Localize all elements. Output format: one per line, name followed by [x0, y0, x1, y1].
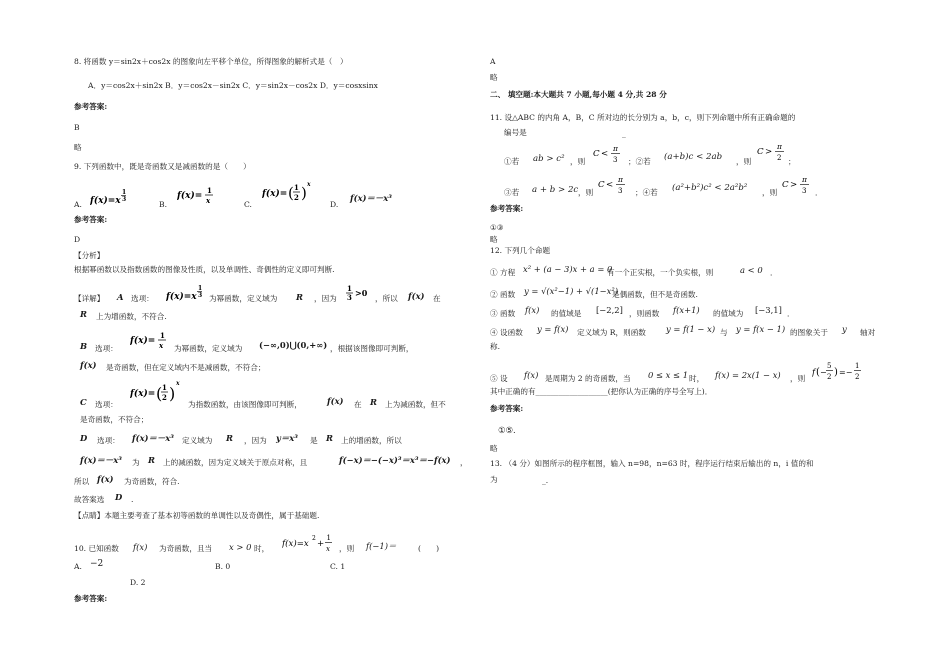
q11-answer-label: 参考答案: [490, 204, 524, 213]
q9-detail-d-letter: D [80, 433, 88, 443]
q12-stem: 12. 下列几个命题 [490, 246, 551, 255]
q12-note: 略 [490, 444, 498, 453]
q9-option-a-formula [90, 186, 138, 215]
q9-detail-d2-text2: 上的减函数，因为定义域关于原点对称，且 [163, 458, 308, 467]
q9-detail-d-domain: R [226, 433, 233, 443]
q9-choose-text: 故答案选 [74, 495, 105, 504]
svg-text:1: 1 [207, 186, 212, 195]
q11-note: 略 [490, 235, 498, 244]
q10-option-a-value: −2 [90, 559, 104, 569]
svg-text:3: 3 [347, 293, 352, 302]
q12-line5-label: ⑤ 设 [490, 374, 508, 383]
q11-blank: _ [622, 129, 626, 138]
q10-text3: 时， [254, 544, 270, 553]
svg-text:2: 2 [827, 373, 832, 381]
q9-option-b-label: B. [159, 200, 167, 209]
formula-svg [593, 142, 629, 170]
q12-line1-equation: x² + (a − 3)x + a = 0 [523, 264, 613, 274]
q11-item3-label: ③若 [504, 188, 520, 197]
svg-text:C: C [782, 180, 789, 190]
q9-detail-a-letter: A [117, 292, 124, 302]
q12-line4-label: ④ 设函数 [490, 328, 523, 337]
svg-text:−: − [820, 368, 827, 377]
q9-analysis-tag: 【分析】 [74, 251, 105, 260]
svg-text:C: C [593, 149, 600, 159]
svg-text:=−: =− [839, 368, 853, 377]
q9-detail-c2-text: 是奇函数，不符合； [80, 415, 149, 424]
svg-text:1: 1 [294, 183, 299, 192]
svg-text:2: 2 [312, 535, 316, 542]
q9-option-b-formula [177, 184, 217, 213]
q11-item1-then: ，则 [570, 157, 586, 166]
svg-text:π: π [618, 175, 623, 184]
q9-detail-d-text1: 选项： [97, 436, 120, 445]
q9-detail-tag: 【详解】 [74, 294, 105, 303]
q9-detail-a-formula [166, 282, 214, 311]
q9-detail-d2-text1: 为 [132, 458, 140, 467]
q12-line5-text2: 时， [689, 374, 705, 383]
svg-text:(: ( [288, 184, 294, 202]
svg-text:x: x [206, 196, 211, 205]
svg-text:3: 3 [198, 292, 203, 299]
svg-text:>: > [790, 180, 798, 190]
q9-detail-d-domain2: R [326, 433, 333, 443]
svg-text:x: x [326, 545, 330, 553]
svg-text:2: 2 [162, 393, 167, 402]
q9-detail-d2-formula: f(x)＝－x³ [80, 455, 122, 465]
q9-summary: 【点睛】本题主要考查了基本初等函数的单调性以及奇偶性，属于基础题. [74, 511, 320, 520]
formula-svg [130, 329, 170, 355]
q12-line5-text3: ，则 [790, 374, 806, 383]
q9-detail-d-formula: f(x)＝－x³ [132, 433, 174, 443]
q11-item4-cond: (a²+b²)c² < 2a²b² [672, 183, 748, 193]
formula-svg [282, 530, 342, 558]
q12-line1-cond: a < 0 [740, 265, 763, 275]
q12-line3-range2: [−3,1] [755, 305, 782, 315]
svg-text:2: 2 [294, 193, 299, 202]
formula-svg [166, 282, 214, 308]
q10-definition [282, 530, 342, 561]
svg-text:+: + [317, 539, 325, 549]
svg-text:f(x)=: f(x)= [177, 191, 203, 201]
q12-line4-fx: y = f(x) [537, 324, 569, 334]
q12-line4-text2: 与 [720, 328, 728, 337]
q10-fx: f(x) [133, 542, 148, 552]
q12-line1-end: ． [770, 268, 778, 277]
svg-text:C: C [598, 180, 605, 190]
svg-text:3: 3 [802, 187, 807, 195]
svg-text:x: x [176, 380, 180, 387]
svg-text:f(x)=x: f(x)=x [282, 539, 309, 549]
q11-item2-end: ； [788, 157, 796, 166]
q12-line3-end: ． [787, 309, 795, 318]
svg-text:1: 1 [326, 534, 331, 542]
q10-option-d: D. 2 [130, 578, 146, 587]
q11-item2-then: ，则 [736, 157, 752, 166]
q12-answer-label: 参考答案: [490, 404, 524, 413]
q11-item1-cond: ab > c² [533, 154, 565, 164]
q12-line3-label: ③ 函数 [490, 309, 516, 318]
q12-line4-text3: 的图象关于 [790, 328, 828, 337]
q9-detail-d-text4: 是 [310, 436, 318, 445]
q9-option-c-label: C. [244, 200, 252, 209]
svg-text:f(x)=x: f(x)=x [90, 196, 121, 206]
q12-question: 其中正确的有___________________(把你认为正确的序号全写上)． [490, 387, 713, 396]
q9-detail-c-formula [130, 377, 182, 412]
svg-text:1: 1 [347, 284, 352, 293]
q11-item2-cond: (a+b)c < 2ab [664, 152, 723, 162]
formula-svg [812, 356, 868, 388]
q12-line2-label: ② 函数 [490, 290, 516, 299]
q10-text4: ，则 [339, 544, 355, 553]
svg-text:>: > [765, 147, 773, 157]
q9-option-c-formula [262, 179, 314, 212]
q12-line3-text3: 的值域为 [713, 309, 744, 318]
q11-item1-result [593, 142, 629, 173]
svg-text:): ) [169, 384, 176, 403]
q9-analysis: 根据幂函数以及指数函数的图像及性质，以及单调性、奇偶性的定义即可判断. [74, 265, 335, 274]
q8-options: A．y＝cos2x＋sin2x B．y＝cos2x－sin2x C．y＝sin2x－cos2x D．y＝cosxsinx [88, 81, 378, 90]
q9-detail-a2-domain: R [80, 309, 87, 319]
svg-text:π: π [777, 142, 782, 151]
q12-line4-end: 称. [490, 342, 501, 351]
q10-option-c: C. 1 [330, 562, 346, 571]
q9-detail-d2-equation: f(−x)＝−(−x)³＝x³＝−f(x) [339, 455, 451, 465]
q12-line4-f2: y = f(x − 1) [736, 324, 786, 334]
q11-text1: 11. 设△ABC 的内角 A，B，C 所对边的长分别为 a，b，c，则下列命题中所有正确命题的 [490, 113, 796, 122]
q11-item3-result [598, 173, 634, 204]
q8-answer-label: 参考答案: [74, 102, 108, 111]
formula-svg [177, 184, 217, 210]
q9-detail-c-text1: 选项： [95, 400, 118, 409]
svg-text:2: 2 [855, 373, 860, 381]
q8-stem: 8. 将函数 y＝sin2x＋cos2x 的图象向左平移个单位，所得图象的解析式是（ ） [74, 57, 348, 66]
svg-text:3: 3 [618, 187, 623, 195]
q11-item4-end: ． [815, 188, 823, 197]
svg-text:C: C [757, 147, 764, 157]
svg-text:1: 1 [160, 331, 165, 340]
q10-option-b: B. 0 [215, 562, 231, 571]
q9-detail-a-text4: ，所以 [375, 294, 398, 303]
svg-text:2: 2 [777, 154, 782, 162]
q9-detail-d2-text3: ， [460, 458, 468, 467]
q9-option-d-label: D. [330, 200, 339, 209]
q12-line2-equation: y = √(x²−1) + √(1−x²) [524, 286, 619, 296]
svg-text:<: < [601, 149, 609, 159]
q9-detail-b-letter: B [80, 341, 88, 351]
q9-detail-d3-text1: 所以 [74, 477, 90, 486]
q9-detail-c-domain: R [370, 397, 377, 407]
q9-detail-a-text5: 在 [433, 294, 441, 303]
q9-answer: D [74, 235, 81, 244]
q10-option-a-label: A. [74, 562, 82, 571]
q9-detail-b2-fx: f(x) [80, 360, 97, 370]
q8-answer: B [74, 123, 80, 132]
q9-detail-a2-text: 上为增函数，不符合. [96, 312, 167, 321]
q9-detail-b-formula [130, 329, 170, 358]
q9-detail-d-text2: 定义域为 [182, 436, 213, 445]
q9-detail-b-text3: ，根据该图像即可判断， [330, 344, 414, 353]
svg-text:3: 3 [613, 156, 618, 164]
q11-item1-label: ①若 [504, 157, 520, 166]
q9-option-d-formula: f(x)＝－x³ [350, 193, 392, 203]
q12-line3-text1: 的值域是 [551, 309, 582, 318]
q11-item3-cond: a + b > 2c [532, 185, 579, 195]
q9-detail-c-text2: 为指数函数，由该图像即可判断， [188, 400, 302, 409]
svg-text:1: 1 [855, 362, 860, 370]
q11-item2-label: ；②若 [628, 157, 651, 166]
svg-text:x: x [307, 181, 311, 188]
q11-item4-result [782, 173, 818, 204]
q9-detail-a-domain: R [296, 292, 303, 302]
formula-svg [130, 377, 182, 409]
svg-text:): ) [834, 367, 838, 378]
q11-answer: ①③ [490, 223, 504, 232]
formula-svg [262, 179, 314, 209]
svg-text:x: x [159, 341, 164, 350]
q10-paren: ( ) [418, 544, 440, 553]
q9-option-a-label: A. [74, 200, 82, 209]
svg-text:f(x)=: f(x)= [262, 189, 288, 199]
svg-text:f(x)=: f(x)= [130, 389, 156, 399]
q9-detail-a-text2: 为幂函数，定义域为 [209, 294, 278, 303]
q9-detail-b2-text: 是奇函数，但在定义域内不是减函数，不符合； [106, 363, 266, 372]
svg-text:>0: >0 [355, 288, 368, 298]
q9-answer-label: 参考答案: [74, 215, 108, 224]
svg-text:f(x)=x: f(x)=x [166, 292, 197, 302]
q11-text2: 编号是 [504, 128, 527, 137]
formula-svg [782, 173, 818, 201]
q13-text2: 为 [490, 475, 498, 484]
q12-line3-fx1: f(x+1) [673, 305, 700, 315]
q9-detail-c-text3: 在 [354, 400, 362, 409]
q9-detail-d2-domain: R [148, 455, 155, 465]
svg-text:<: < [606, 180, 614, 190]
section-two-title: 二、 填空题:本大题共 7 小题,每小题 4 分,共 28 分 [490, 90, 667, 99]
q9-choose-letter: D [115, 492, 123, 502]
formula-svg [598, 173, 634, 201]
q9-detail-d3-fx: f(x) [97, 474, 114, 484]
q9-stem: 9. 下列函数中，既是奇函数又是减函数的是（ ） [74, 162, 251, 171]
q9-detail-b-domain: (−∞,0)⋃(0,+∞) [259, 340, 328, 350]
q12-line4-text4: 轴对 [860, 328, 876, 337]
q11-item4-then: ，则 [762, 188, 778, 197]
q12-line5-cond: 0 ≤ x ≤ 1 [648, 370, 689, 380]
svg-text:f: f [812, 367, 816, 377]
svg-text:π: π [802, 175, 807, 184]
q10-condition: x > 0 [229, 542, 252, 552]
q11-item3-then: ，则 [578, 188, 594, 197]
q12-line5-value [812, 356, 868, 391]
q12-line2-text: 是偶函数，但不是奇函数. [612, 290, 698, 299]
q13-text1: 13. （4 分）如图所示的程序框图，输入 n=98，n=63 时，程序运行结束后输出的 n，i 值的和 [490, 459, 814, 468]
formula-svg [90, 186, 138, 212]
formula-svg [345, 283, 369, 307]
q9-detail-a-text1: 选项： [131, 294, 154, 303]
svg-text:3: 3 [122, 196, 127, 203]
q9-detail-c-letter: C [80, 397, 87, 407]
svg-text:f(x)=: f(x)= [130, 336, 156, 346]
q12-line1-label: ① 方程 [490, 268, 516, 277]
q13-blank: _. [542, 476, 549, 485]
q10-text1: 10. 已知函数 [74, 544, 119, 553]
svg-text:(: ( [816, 367, 820, 378]
q11-item4-label: ；④若 [635, 188, 658, 197]
svg-text:1: 1 [162, 383, 167, 392]
q9-detail-c-fx: f(x) [327, 396, 344, 406]
q12-line3-fx: f(x) [525, 305, 540, 315]
q9-detail-a-text3: ，因为 [314, 294, 337, 303]
svg-text:(: ( [156, 384, 163, 403]
q10-text2: 为奇函数，且当 [159, 544, 213, 553]
q9-detail-d3-text2: 为奇函数，符合. [124, 477, 180, 486]
q12-line3-text2: ，则函数 [629, 309, 660, 318]
q12-answer: ①⑤. [498, 425, 516, 435]
q9-detail-a-inequality [345, 283, 369, 310]
q9-choose-end: . [131, 495, 134, 504]
q12-line4-text1: 定义域为 R，则函数 [577, 328, 646, 337]
q12-line3-range1: [−2,2] [596, 305, 623, 315]
svg-text:): ) [301, 184, 307, 202]
q12-line4-f1: y = f(1 − x) [666, 324, 716, 334]
q10-answer: A [490, 57, 496, 66]
q12-line5-def: f(x) = 2x(1 − x) [715, 370, 781, 380]
svg-text:π: π [613, 144, 618, 153]
q12-line1-text: 有一个正实根，一个负实根，则 [607, 268, 714, 277]
q10-answer-label: 参考答案: [74, 594, 108, 603]
svg-text:1: 1 [198, 285, 203, 292]
q12-line5-text1: 是周期为 2 的奇函数，当 [545, 374, 631, 383]
q9-detail-d-power: y＝x³ [276, 433, 298, 443]
q9-detail-b-text2: 为幂函数，定义域为 [174, 344, 243, 353]
svg-text:5: 5 [827, 362, 832, 370]
q9-detail-a-fx: f(x) [408, 291, 425, 301]
q12-line5-fx: f(x) [524, 370, 539, 380]
q10-ask: f(−1)＝ [366, 541, 397, 551]
q9-detail-b-text1: 选项： [95, 344, 118, 353]
q9-detail-d-text3: ，因为 [244, 436, 267, 445]
q12-line4-y: y [842, 324, 847, 334]
q9-detail-d-text5: 上的增函数，所以 [341, 436, 402, 445]
svg-text:1: 1 [122, 189, 127, 196]
q8-note: 略 [74, 143, 82, 152]
q10-note: 略 [490, 73, 498, 82]
q9-detail-c-text4: 上为减函数，但不 [385, 400, 446, 409]
